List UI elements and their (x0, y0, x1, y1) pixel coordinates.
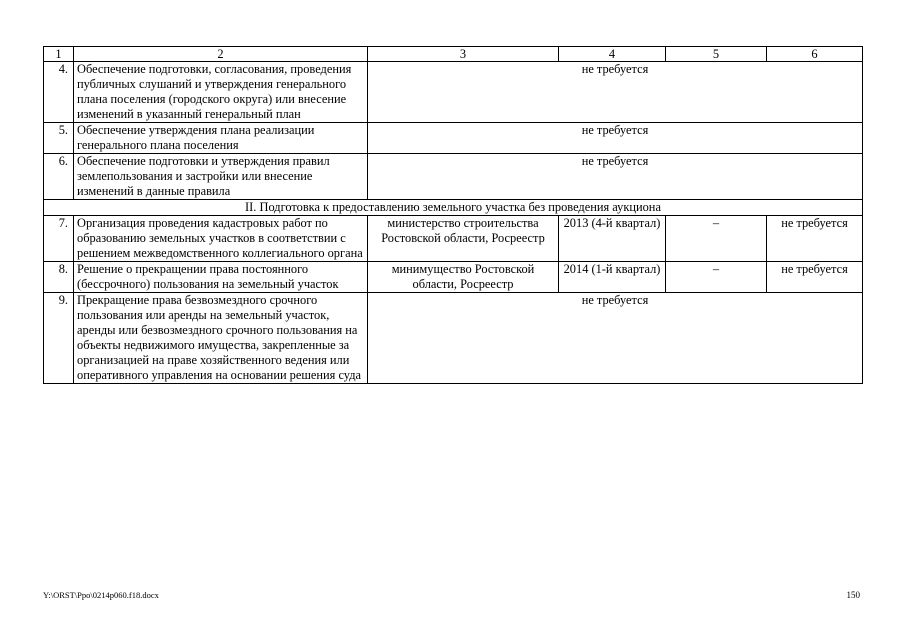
row-description: Обеспечение утверждения плана реализации генерального плана поселения (74, 123, 368, 154)
row-description: Решение о прекращении права постоянного (бессрочного) пользования на земельный участок (74, 262, 368, 293)
row-number: 5. (44, 123, 74, 154)
row-term: 2013 (4-й квартал) (559, 216, 666, 262)
column-header-6: 6 (767, 47, 863, 62)
table-row (44, 216, 863, 262)
row-merged-note: не требуется (368, 154, 863, 200)
row-responsible: минимущество Ростовской области, Росреестр (368, 262, 559, 293)
row-col6: не требуется (767, 262, 863, 293)
table-row (44, 62, 863, 123)
column-header-1: 1 (44, 47, 74, 62)
row-description: Организация проведения кадастровых работ по образованию земельных участков в соответствии с решением межведомственного коллегиального органа (74, 216, 368, 262)
table-row (44, 262, 863, 293)
column-number-row (44, 47, 863, 62)
column-header-5: 5 (666, 47, 767, 62)
row-description: Прекращение права безвозмездного срочного пользования или аренды на земельный участок, аренды или безвозмездного срочного пользования на объекты недвижимого имущества, закрепленные за организацией на праве хозяйственного ведения или оперативного управления на основании решения суда (74, 293, 368, 384)
table-row (44, 293, 863, 384)
footer-file-path: Y:\ORST\Ppo\0214p060.f18.docx (43, 590, 159, 600)
row-number: 8. (44, 262, 74, 293)
row-merged-note: не требуется (368, 62, 863, 123)
row-description: Обеспечение подготовки и утверждения правил землепользования и застройки или внесение изменений в данные правила (74, 154, 368, 200)
row-merged-note: не требуется (368, 123, 863, 154)
row-description: Обеспечение подготовки, согласования, проведения публичных слушаний и утверждения генерального плана поселения (городского округа) или внесение изменений в указанный генеральный план (74, 62, 368, 123)
table-row (44, 123, 863, 154)
row-number: 9. (44, 293, 74, 384)
row-merged-note: не требуется (368, 293, 863, 384)
row-col6: не требуется (767, 216, 863, 262)
section-heading-row (44, 200, 863, 216)
row-number: 6. (44, 154, 74, 200)
table-row (44, 154, 863, 200)
row-responsible: министерство строительства Ростовской области, Росреестр (368, 216, 559, 262)
row-number: 4. (44, 62, 74, 123)
section-title: II. Подготовка к предоставлению земельного участка без проведения аукциона (44, 200, 863, 216)
row-col5: – (666, 216, 767, 262)
column-header-4: 4 (559, 47, 666, 62)
row-col5: – (666, 262, 767, 293)
row-term: 2014 (1-й квартал) (559, 262, 666, 293)
plan-table (43, 46, 863, 384)
footer-page-number: 150 (846, 590, 860, 600)
row-number: 7. (44, 216, 74, 262)
column-header-2: 2 (74, 47, 368, 62)
column-header-3: 3 (368, 47, 559, 62)
